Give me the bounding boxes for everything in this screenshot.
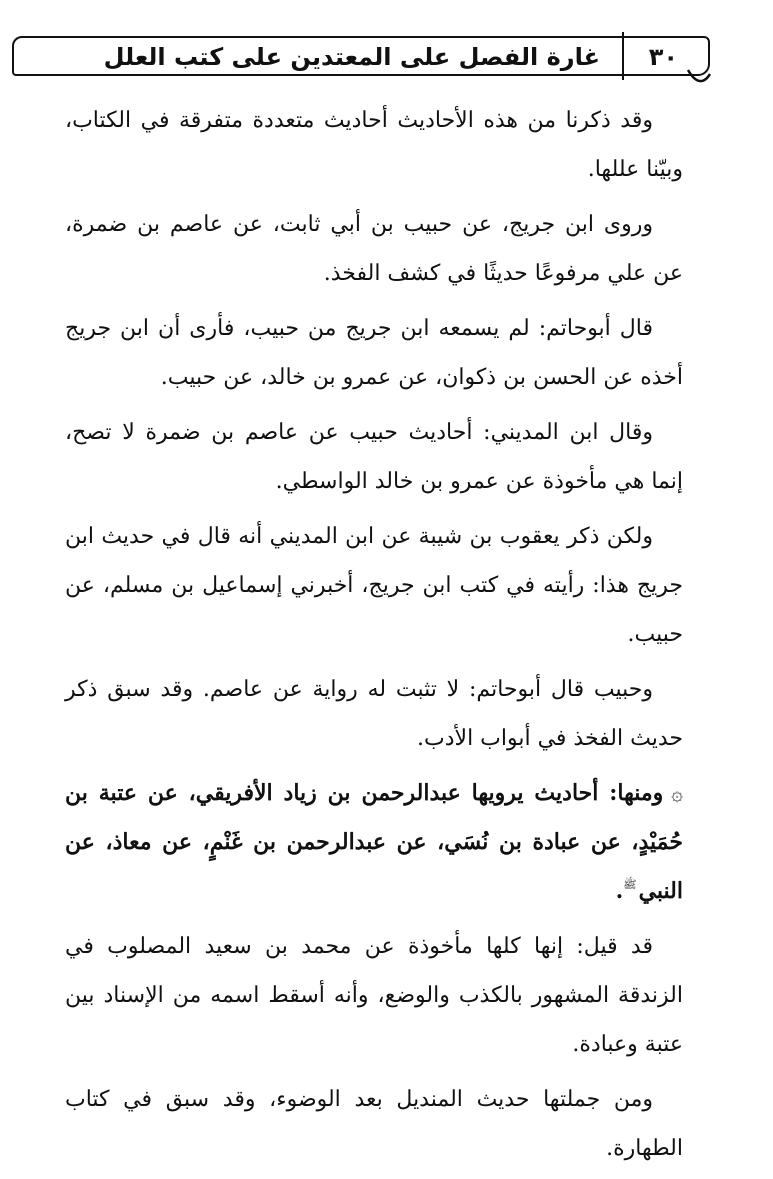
paragraph: وروى ابن جريج، عن حبيب بن أبي ثابت، عن عاصم بن ضمرة، عن علي مرفوعًا حديثًا في كشف الفخذ. — [65, 212, 683, 286]
paragraph: قال أبوحاتم: لم يسمعه ابن جريج من حبيب، فأرى أن ابن جريج أخذه عن الحسن بن ذكوان، عن عمرو بن خالد، عن حبيب. — [65, 316, 683, 390]
sentence-end: . — [615, 878, 624, 904]
page-header — [12, 36, 710, 76]
page-body — [65, 96, 683, 1179]
header-divider — [622, 32, 624, 80]
salawat-honorific-icon: ﷺ — [623, 878, 637, 891]
flower-marker-icon: ۞ — [671, 781, 683, 805]
page-corner-curl-icon — [686, 68, 712, 86]
emphasized-paragraph — [65, 769, 683, 916]
page-number: ٣٠ — [648, 43, 678, 71]
paragraph: ومن جملتها حديث المنديل بعد الوضوء، وقد سبق في كتاب الطهارة. — [65, 1087, 683, 1161]
paragraph: قد قيل: إنها كلها مأخوذة عن محمد بن سعيد المصلوب في الزندقة المشهور بالكذب والوضع، وأنه أسقط اسمه من الإسناد بين عتبة وعبادة. — [65, 934, 683, 1057]
paragraph: وقال ابن المديني: أحاديث حبيب عن عاصم بن ضمرة لا تصح، إنما هي مأخوذة عن عمرو بن خالد الواسطي. — [65, 420, 683, 494]
paragraph: وقد ذكرنا من هذه الأحاديث أحاديث متعددة متفرقة في الكتاب، وبيّنا عللها. — [65, 108, 683, 182]
running-title: غارة الفصل على المعتدين على كتب العلل — [103, 43, 600, 71]
paragraph: ولكن ذكر يعقوب بن شيبة عن ابن المديني أنه قال في حديث ابن جريج هذا: رأيته في كتب ابن جريج، أخبرني إسماعيل بن مسلم، عن حبيب. — [65, 524, 683, 647]
emphasized-paragraph-text: ومنها: أحاديث يرويها عبدالرحمن بن زياد الأفريقي، عن عتبة بن حُمَيْدٍ، عن عبادة بن نُسَي، عن عبدالرحمن بن غَنْمٍ، عن معاذ، عن النبي — [65, 780, 683, 904]
paragraph: وحبيب قال أبوحاتم: لا تثبت له رواية عن عاصم. وقد سبق ذكر حديث الفخذ في أبواب الأدب. — [65, 677, 683, 751]
